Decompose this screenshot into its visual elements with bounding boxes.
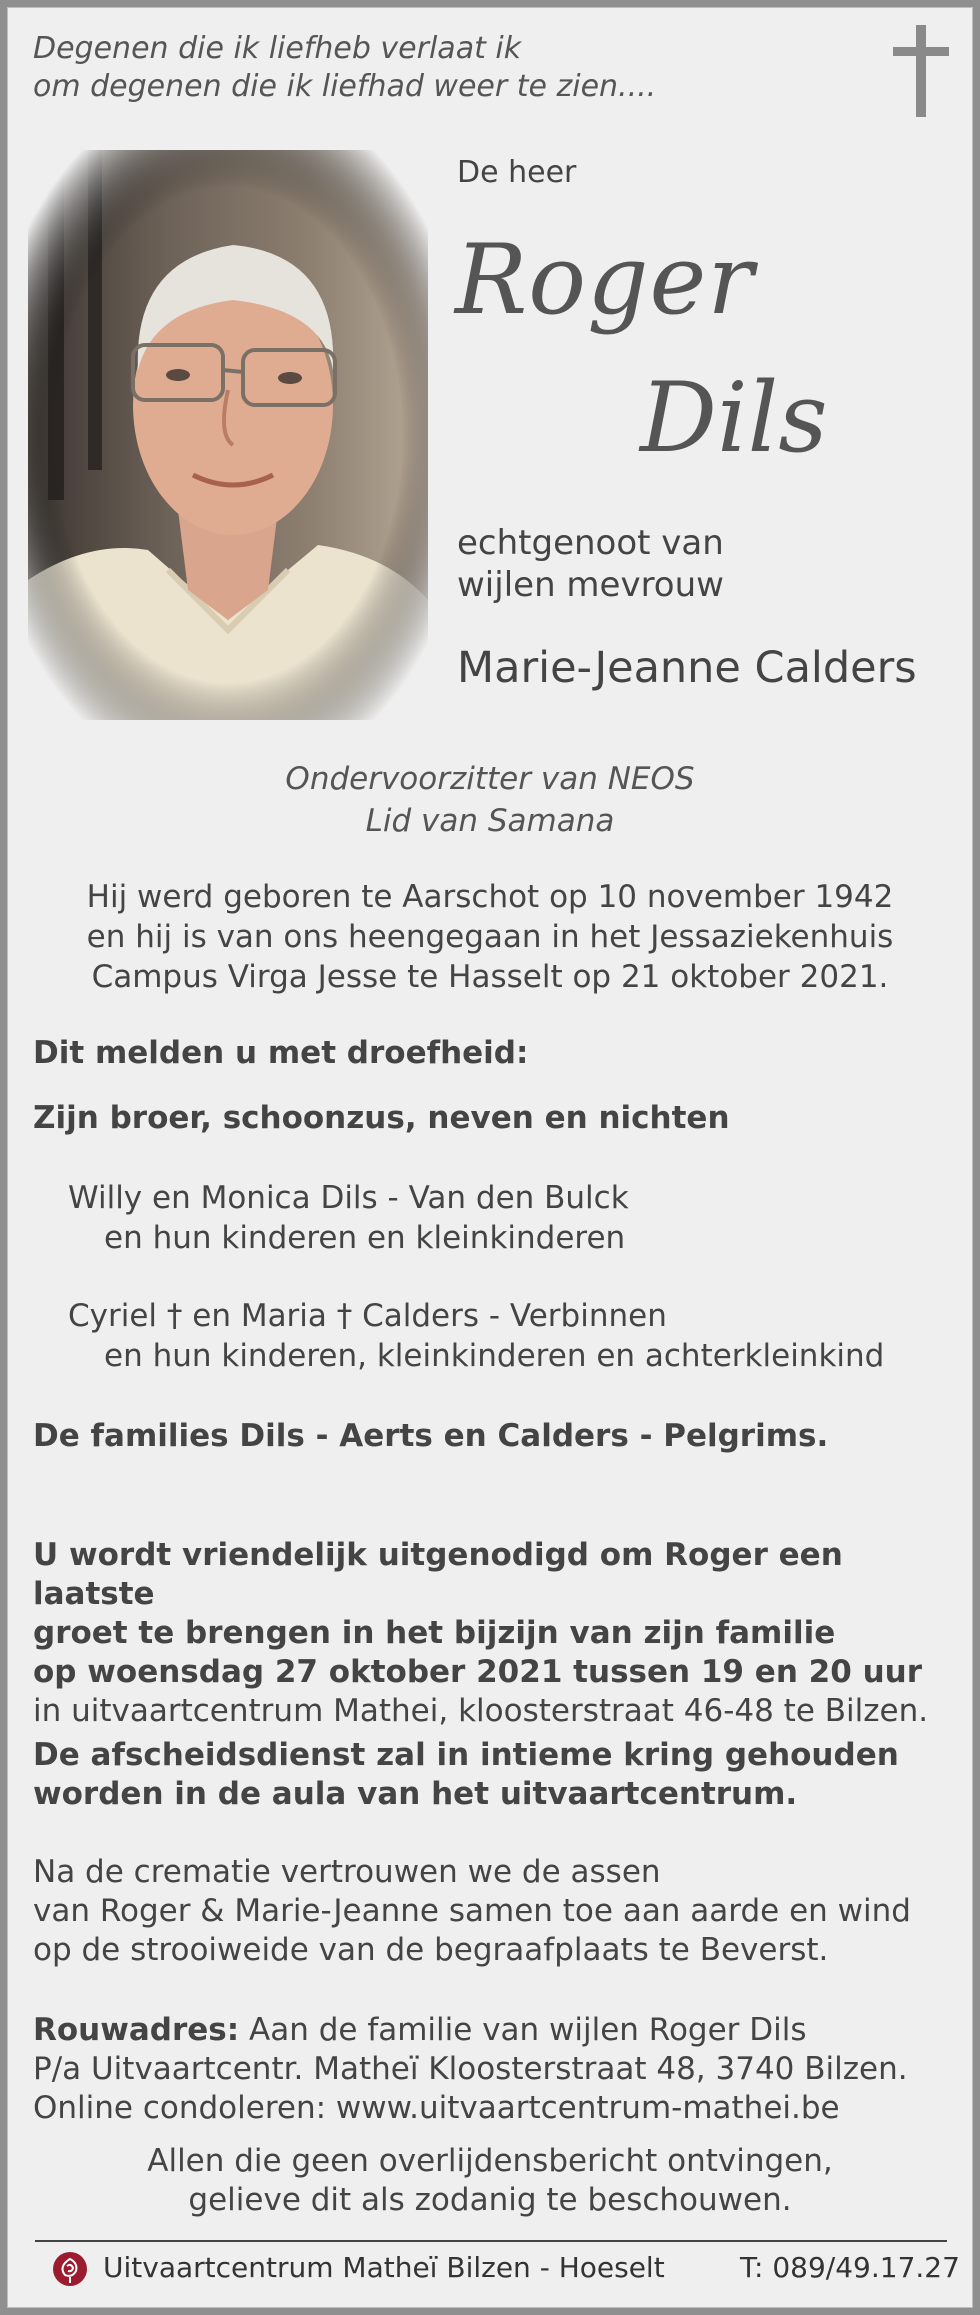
motto-line-1: Degenen die ik liefheb verlaat ik [33, 31, 522, 66]
role-2: Lid van Samana [365, 803, 615, 839]
service-line-1: De afscheidsdienst zal in intieme kring gehouden [33, 1737, 899, 1773]
invitation-line-1: U wordt vriendelijk uitgenodigd om Roger een laatste [33, 1537, 843, 1612]
family-heading: Zijn broer, schoonzus, neven en nichten [33, 1100, 730, 1136]
notice-line-1: Allen die geen overlijdensbericht ontvingen, [147, 2143, 833, 2179]
address-line-1 [33, 2011, 953, 2050]
last-name: Dils [640, 362, 828, 474]
families: De families Dils - Aerts en Calders - Pelgrims. [33, 1418, 829, 1454]
service [33, 1736, 953, 1814]
role-1: Ondervoorzitter van NEOS [285, 761, 695, 797]
rose-logo-icon [52, 2251, 88, 2287]
birth-death-line-2: en hij is van ons heengegaan in het Jessaziekenhuis [86, 919, 894, 955]
invitation-line-3: op woensdag 27 oktober 2021 tussen 19 en 20 uur [33, 1654, 923, 1690]
address-label: Rouwadres: [33, 2012, 240, 2048]
salutation: De heer [457, 155, 577, 190]
footer-divider [35, 2240, 947, 2242]
invitation-line-2: groet te brengen in het bijzijn van zijn familie [33, 1615, 836, 1651]
birth-death-line-3: Campus Virga Jesse te Hasselt op 21 oktober 2021. [91, 959, 889, 995]
address-line-2: P/a Uitvaartcentr. Matheï Kloosterstraat 48, 3740 Bilzen. [33, 2051, 908, 2087]
family-entry-2-line-1: Cyriel † en Maria † Calders - Verbinnen [68, 1298, 667, 1334]
cross-icon [893, 25, 949, 117]
portrait-photo [28, 150, 428, 720]
family-entry-1-line-1: Willy en Monica Dils - Van den Bulck [68, 1180, 629, 1216]
relation [457, 522, 724, 606]
family-entry-1 [68, 1178, 629, 1258]
ashes-line-1: Na de crematie vertrouwen we de assen [33, 1854, 661, 1890]
ashes-line-2: van Roger & Marie-Jeanne samen toe aan aarde en wind [33, 1893, 911, 1929]
ashes-line-3: op de strooiweide van de begraafplaats te Beverst. [33, 1932, 829, 1968]
birth-death-line-1: Hij werd geboren te Aarschot op 10 november 1942 [86, 879, 894, 915]
roles [0, 758, 980, 842]
notice [0, 2142, 980, 2220]
notice-line-2: gelieve dit als zodanig te beschouwen. [188, 2182, 792, 2218]
first-name: Roger [455, 224, 755, 336]
birth-death-text [0, 877, 980, 997]
address-line-1-text: Aan de familie van wijlen Roger Dils [239, 2012, 807, 2048]
address [33, 2011, 953, 2128]
ashes [33, 1853, 953, 1970]
announcement: Dit melden u met droefheid: [33, 1035, 529, 1071]
motto-line-2: om degenen die ik liefhad weer te zien.... [33, 69, 657, 104]
relation-line-2: wijlen mevrouw [457, 565, 724, 605]
phone-number: T: 089/49.17.27 [740, 2251, 960, 2284]
family-entry-2-line-2: en hun kinderen, kleinkinderen en achterkleinkind [104, 1338, 885, 1374]
family-entry-1-line-2: en hun kinderen en kleinkinderen [104, 1220, 626, 1256]
invitation [33, 1536, 953, 1731]
spouse-name: Marie-Jeanne Calders [457, 643, 917, 693]
funeral-home-name: Uitvaartcentrum Matheï Bilzen - Hoeselt [103, 2251, 665, 2284]
service-line-2: worden in de aula van het uitvaartcentrum. [33, 1776, 798, 1812]
motto [33, 30, 656, 106]
relation-line-1: echtgenoot van [457, 523, 724, 563]
invitation-line-4: in uitvaartcentrum Mathei, kloosterstraat 46-48 te Bilzen. [33, 1693, 929, 1729]
family-entry-2 [68, 1296, 884, 1376]
address-line-3: Online condoleren: www.uitvaartcentrum-mathei.be [33, 2090, 840, 2126]
